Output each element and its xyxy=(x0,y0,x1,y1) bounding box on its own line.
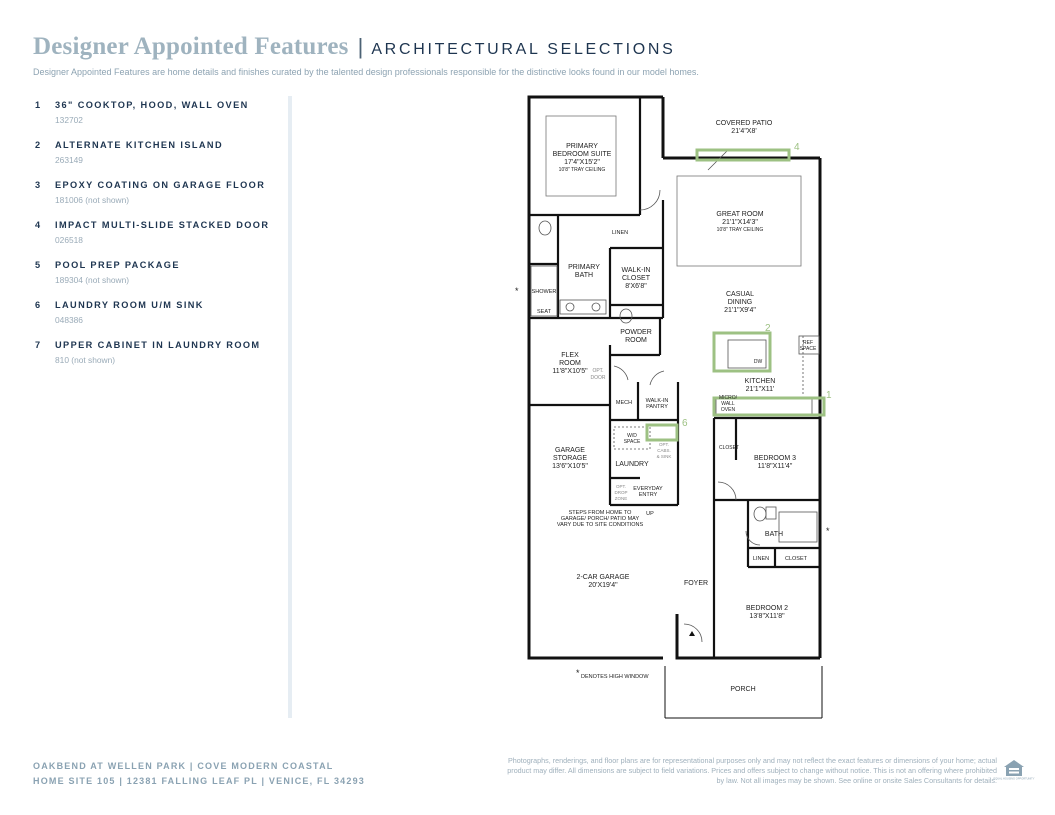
callout-6: 6 xyxy=(682,418,688,429)
feature-number: 7 xyxy=(35,340,42,350)
title-separator: | xyxy=(357,34,364,59)
feature-code: 263149 xyxy=(55,155,83,165)
room-dims: 21'1"X14'3" xyxy=(722,219,758,226)
room-label: CLOSET xyxy=(784,556,808,562)
room-name: BEDROOM 3 xyxy=(753,455,797,462)
feature-number: 2 xyxy=(35,140,42,150)
features-list xyxy=(35,100,280,380)
room-dims: 11'8"X11'4" xyxy=(757,463,793,470)
room-label: WALK-IN xyxy=(645,398,669,404)
room-label: FOYER xyxy=(683,580,709,587)
high-window-mark: * xyxy=(826,526,830,536)
room-label: ENTRY xyxy=(638,492,658,498)
feature-name: UPPER CABINET IN LAUNDRY ROOM xyxy=(55,340,261,350)
room-name: FLEX xyxy=(561,352,579,359)
feature-code: 132702 xyxy=(55,115,83,125)
interior-walls xyxy=(529,97,820,658)
equal-housing-label: EQUAL HOUSING OPPORTUNITY xyxy=(993,777,1035,781)
room-label: SHOWER xyxy=(531,289,557,295)
room-note: 10'8" TRAY CEILING xyxy=(558,167,606,173)
note-label: STEPS FROM HOME TO xyxy=(568,510,632,516)
title-row xyxy=(33,33,1023,61)
room-label: MICRO/ xyxy=(718,395,738,401)
feature-name: LAUNDRY ROOM U/M SINK xyxy=(55,300,204,310)
feature-name: EPOXY COATING ON GARAGE FLOOR xyxy=(55,180,266,190)
equal-housing-icon xyxy=(993,758,1035,781)
feature-number: 1 xyxy=(35,100,42,110)
room-label: ZONE xyxy=(614,496,628,501)
feature-item xyxy=(35,100,280,125)
room-label: BATH xyxy=(764,531,784,538)
high-window-note: DENOTES HIGH WINDOW xyxy=(581,674,649,680)
room-label: DROP xyxy=(614,490,628,495)
entry-arrow-icon xyxy=(689,631,695,636)
highlight-slide-door xyxy=(697,150,789,160)
room-label: LINEN xyxy=(611,230,629,236)
vertical-divider xyxy=(288,96,292,718)
room-dims: 21'1"X11' xyxy=(745,386,775,393)
page-description: Designer Appointed Features are home details and finishes curated by the talented design professionals responsible for the distinctive looks found in our model homes. xyxy=(33,67,699,77)
feature-item xyxy=(35,180,280,205)
feature-item xyxy=(35,340,280,365)
feature-number: 3 xyxy=(35,180,42,190)
room-name: BATH xyxy=(574,272,594,279)
room-name: GREAT ROOM xyxy=(716,211,764,218)
feature-item xyxy=(35,260,280,285)
feature-item xyxy=(35,140,280,165)
room-labels xyxy=(532,120,817,693)
room-name: DINING xyxy=(727,299,753,306)
room-note: 10'8" TRAY CEILING xyxy=(716,227,764,233)
exterior-walls xyxy=(529,97,820,658)
room-name: BEDROOM 2 xyxy=(745,605,789,612)
room-dims: 21'4"X8' xyxy=(731,128,757,135)
room-label: REF xyxy=(803,340,813,346)
room-name: STORAGE xyxy=(552,455,588,462)
note-label: GARAGE/ PORCH/ PATIO MAY xyxy=(560,516,640,522)
room-name: COVERED PATIO xyxy=(715,120,773,127)
feature-code: 026518 xyxy=(55,235,83,245)
home-address: HOME SITE 105 | 12381 FALLING LEAF PL | VENICE, FL 34293 xyxy=(33,776,365,786)
room-name: POWDER xyxy=(620,329,652,336)
room-label: W/D xyxy=(627,433,637,439)
room-name: 2-CAR GARAGE xyxy=(576,574,630,581)
room-label: SEAT xyxy=(537,309,551,315)
feature-item xyxy=(35,220,280,245)
room-label: LINEN xyxy=(752,556,770,562)
feature-name: ALTERNATE KITCHEN ISLAND xyxy=(55,140,224,150)
room-label: MECH xyxy=(615,400,633,406)
room-dims: 17'4"X15'2" xyxy=(564,159,600,166)
room-label: CABS. xyxy=(657,448,671,453)
feature-code: 189304 (not shown) xyxy=(55,275,130,285)
room-label: UP xyxy=(646,511,654,517)
room-label: EVERYDAY xyxy=(633,486,663,492)
room-name: GARAGE xyxy=(555,447,585,454)
room-dims: 8'X6'8" xyxy=(625,283,647,290)
room-name: ROOM xyxy=(625,337,647,344)
feature-code: 810 (not shown) xyxy=(55,355,116,365)
callout-1: 1 xyxy=(826,390,832,401)
callout-2: 2 xyxy=(765,323,771,334)
room-name: PRIMARY xyxy=(566,143,598,150)
room-name: KITCHEN xyxy=(744,378,776,385)
highlight-kitchen-island xyxy=(714,333,770,371)
high-window-mark: * xyxy=(576,668,580,678)
room-name: CASUAL xyxy=(725,291,755,298)
room-label: DOOR xyxy=(590,375,606,381)
feature-name: POOL PREP PACKAGE xyxy=(55,260,180,270)
room-label: PORCH xyxy=(730,686,756,693)
room-label: LAUNDRY xyxy=(615,461,649,468)
floor-plan xyxy=(500,90,845,730)
community-name: OAKBEND AT WELLEN PARK | COVE MODERN COASTAL xyxy=(33,761,334,771)
room-name: WALK-IN xyxy=(621,267,651,274)
room-label: SPACE xyxy=(799,346,817,352)
page-subtitle: ARCHITECTURAL SELECTIONS xyxy=(371,41,676,58)
high-window-markers xyxy=(515,286,830,680)
room-label: OPT. xyxy=(592,368,604,374)
legal-disclaimer: Photographs, renderings, and floor plans are for representational purposes only and may not reflect the exact features or dimensions of your home; actual product may differ. All dimensions are subject to field variations. Prices and offers subject to change without notice. This is not an offering where prohibited by law. Not all images may be shown. See online or onsite Sales Consultants for details. xyxy=(507,756,997,785)
highlight-laundry-sink xyxy=(647,425,677,440)
room-dims: 11'8"X10'5" xyxy=(552,368,588,375)
feature-number: 6 xyxy=(35,300,42,310)
feature-name: 36" COOKTOP, HOOD, WALL OVEN xyxy=(55,100,249,110)
room-dims: 13'8"X11'8" xyxy=(749,613,785,620)
room-label: CLOSET xyxy=(718,445,740,451)
high-window-mark: * xyxy=(515,286,519,296)
room-label: SPACE xyxy=(623,439,641,445)
feature-code: 048386 xyxy=(55,315,83,325)
feature-code: 181006 (not shown) xyxy=(55,195,130,205)
room-label: & SINK xyxy=(656,454,672,459)
tray-ceilings xyxy=(546,116,801,266)
feature-number: 4 xyxy=(35,220,42,230)
room-name: ROOM xyxy=(559,360,581,367)
room-name: CLOSET xyxy=(621,275,651,282)
page-title: Designer Appointed Features xyxy=(33,33,349,60)
room-label: OPT. xyxy=(658,442,670,447)
room-name: PRIMARY xyxy=(568,264,600,271)
room-label: OVEN xyxy=(720,407,736,413)
fixtures xyxy=(531,150,819,642)
feature-item xyxy=(35,300,280,325)
room-label: OPT. xyxy=(615,484,627,489)
footer-community-info xyxy=(33,759,365,789)
callout-4: 4 xyxy=(794,142,800,153)
room-label: PANTRY xyxy=(646,404,668,410)
room-label: WALL xyxy=(721,401,735,407)
feature-number: 5 xyxy=(35,260,42,270)
room-dims: 21'1"X9'4" xyxy=(724,307,756,314)
note-label: VARY DUE TO SITE CONDITIONS xyxy=(556,522,644,528)
room-label: DW xyxy=(753,359,763,365)
page-header xyxy=(33,33,1023,77)
room-name: BEDROOM SUITE xyxy=(552,151,612,158)
room-dims: 20'X19'4" xyxy=(588,582,618,589)
feature-name: IMPACT MULTI-SLIDE STACKED DOOR xyxy=(55,220,270,230)
room-dims: 13'6"X10'5" xyxy=(552,463,588,470)
